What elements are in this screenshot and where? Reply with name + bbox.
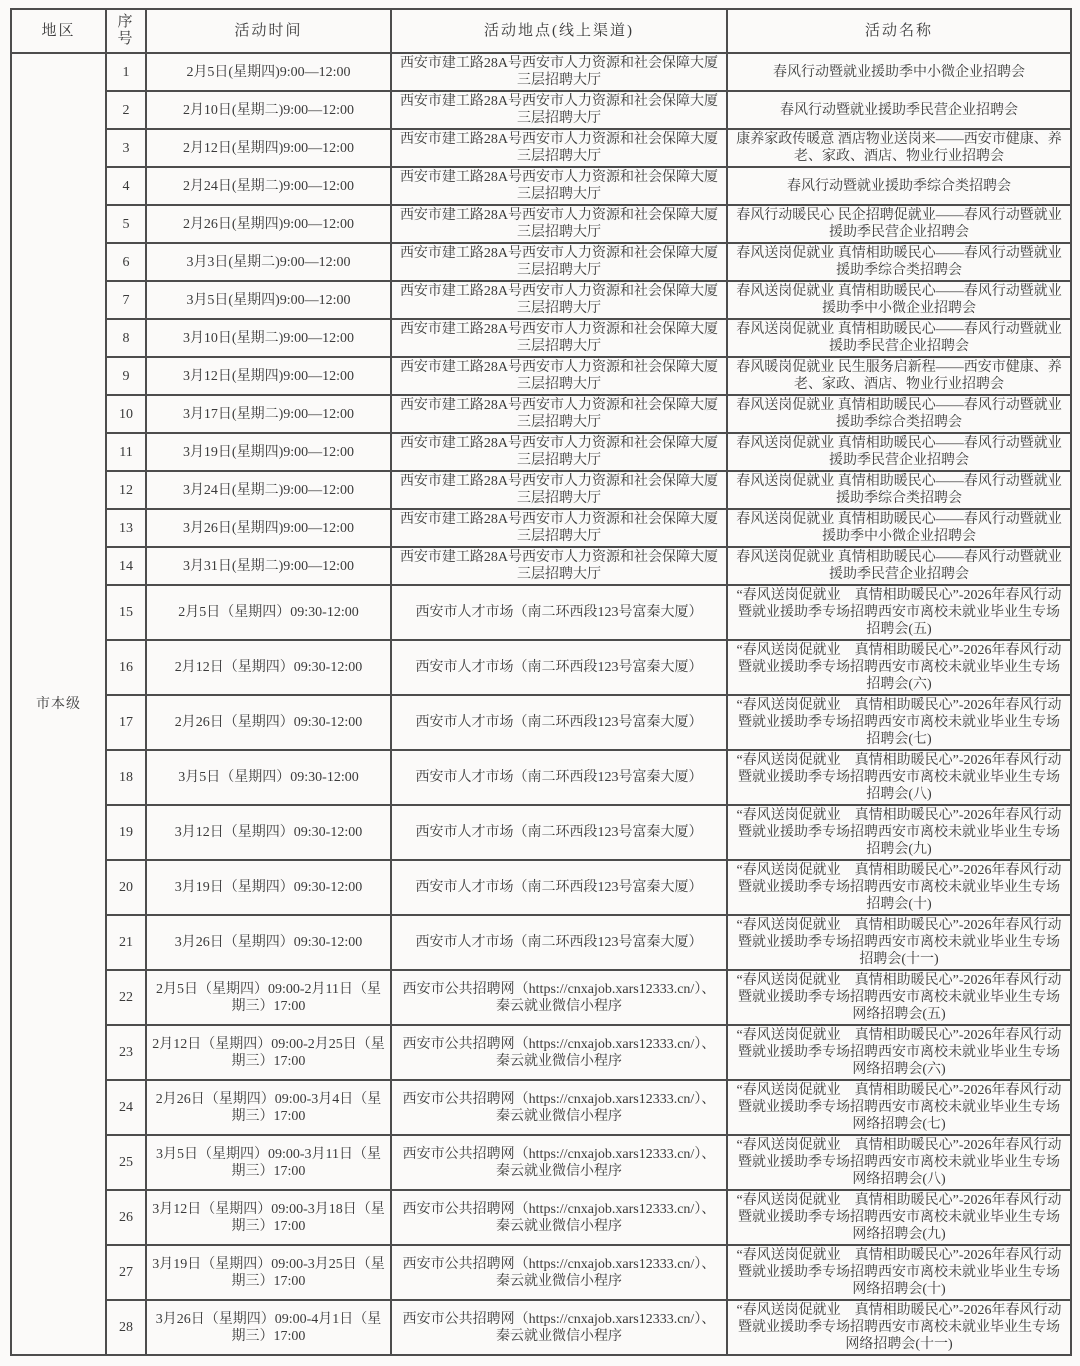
name-cell: “春风送岗促就业 真情相助暖民心”-2026年春风行动暨就业援助季专场招聘西安市离校未就业毕业生专场网络招聘会(八) <box>727 1135 1071 1190</box>
time-cell: 3月26日（星期四）09:00-4月1日（星期三）17:00 <box>146 1300 391 1355</box>
row-number-cell: 9 <box>106 357 146 395</box>
time-cell: 3月12日（星期四）09:00-3月18日（星期三）17:00 <box>146 1190 391 1245</box>
name-cell: “春风送岗促就业 真情相助暖民心”-2026年春风行动暨就业援助季专场招聘西安市离校未就业毕业生专场网络招聘会(十一) <box>727 1300 1071 1355</box>
header-region: 地区 <box>11 9 106 53</box>
time-cell: 3月12日(星期四)9:00—12:00 <box>146 357 391 395</box>
time-cell: 2月5日(星期四)9:00—12:00 <box>146 53 391 91</box>
time-cell: 3月26日（星期四）09:30-12:00 <box>146 915 391 970</box>
time-cell: 2月12日(星期四)9:00—12:00 <box>146 129 391 167</box>
name-cell: 康养家政传暖意 酒店物业送岗来——西安市健康、养老、家政、酒店、物业行业招聘会 <box>727 129 1071 167</box>
header-time: 活动时间 <box>146 9 391 53</box>
header-location: 活动地点(线上渠道) <box>391 9 727 53</box>
table-row <box>11 695 1071 750</box>
row-number-cell: 22 <box>106 970 146 1025</box>
table-row <box>11 860 1071 915</box>
row-number-cell: 18 <box>106 750 146 805</box>
name-cell: “春风送岗促就业 真情相助暖民心”-2026年春风行动暨就业援助季专场招聘西安市离校未就业毕业生专场招聘会(十一) <box>727 915 1071 970</box>
location-cell: 西安市人才市场（南二环西段123号富秦大厦） <box>391 695 727 750</box>
time-cell: 3月24日(星期二)9:00—12:00 <box>146 471 391 509</box>
location-cell: 西安市公共招聘网（https://cnxajob.xars12333.cn/）、秦云就业微信小程序 <box>391 1190 727 1245</box>
table-row <box>11 281 1071 319</box>
name-cell: “春风送岗促就业 真情相助暖民心”-2026年春风行动暨就业援助季专场招聘西安市离校未就业毕业生专场招聘会(五) <box>727 585 1071 640</box>
table-row <box>11 547 1071 585</box>
row-number-cell: 23 <box>106 1025 146 1080</box>
row-number-cell: 3 <box>106 129 146 167</box>
name-cell: 春风送岗促就业 真情相助暖民心——春风行动暨就业援助季民营企业招聘会 <box>727 319 1071 357</box>
location-cell: 西安市建工路28A号西安市人力资源和社会保障大厦三层招聘大厅 <box>391 243 727 281</box>
location-cell: 西安市建工路28A号西安市人力资源和社会保障大厦三层招聘大厅 <box>391 167 727 205</box>
row-number-cell: 13 <box>106 509 146 547</box>
name-cell: 春风送岗促就业 真情相助暖民心——春风行动暨就业援助季中小微企业招聘会 <box>727 281 1071 319</box>
time-cell: 3月5日(星期四)9:00—12:00 <box>146 281 391 319</box>
table-row <box>11 1025 1071 1080</box>
row-number-cell: 1 <box>106 53 146 91</box>
name-cell: 春风行动暨就业援助季中小微企业招聘会 <box>727 53 1071 91</box>
region-cell: 市本级 <box>11 53 106 1355</box>
time-cell: 3月10日(星期二)9:00—12:00 <box>146 319 391 357</box>
header-row <box>11 9 1071 53</box>
row-number-cell: 4 <box>106 167 146 205</box>
time-cell: 3月19日(星期四)9:00—12:00 <box>146 433 391 471</box>
name-cell: 春风送岗促就业 真情相助暖民心——春风行动暨就业援助季综合类招聘会 <box>727 471 1071 509</box>
name-cell: 春风行动暨就业援助季综合类招聘会 <box>727 167 1071 205</box>
row-number-cell: 11 <box>106 433 146 471</box>
time-cell: 3月17日(星期二)9:00—12:00 <box>146 395 391 433</box>
table-row <box>11 640 1071 695</box>
table-row <box>11 1245 1071 1300</box>
row-number-cell: 17 <box>106 695 146 750</box>
table-row <box>11 357 1071 395</box>
time-cell: 2月24日(星期二)9:00—12:00 <box>146 167 391 205</box>
row-number-cell: 5 <box>106 205 146 243</box>
location-cell: 西安市人才市场（南二环西段123号富秦大厦） <box>391 860 727 915</box>
location-cell: 西安市建工路28A号西安市人力资源和社会保障大厦三层招聘大厅 <box>391 129 727 167</box>
name-cell: 春风送岗促就业 真情相助暖民心——春风行动暨就业援助季民营企业招聘会 <box>727 547 1071 585</box>
location-cell: 西安市人才市场（南二环西段123号富秦大厦） <box>391 805 727 860</box>
header-number: 序号 <box>106 9 146 53</box>
row-number-cell: 10 <box>106 395 146 433</box>
name-cell: “春风送岗促就业 真情相助暖民心”-2026年春风行动暨就业援助季专场招聘西安市离校未就业毕业生专场招聘会(九) <box>727 805 1071 860</box>
name-cell: 春风行动暖民心 民企招聘促就业——春风行动暨就业援助季民营企业招聘会 <box>727 205 1071 243</box>
table-row <box>11 319 1071 357</box>
row-number-cell: 20 <box>106 860 146 915</box>
table-row <box>11 1300 1071 1355</box>
location-cell: 西安市公共招聘网（https://cnxajob.xars12333.cn/）、秦云就业微信小程序 <box>391 1135 727 1190</box>
time-cell: 3月31日(星期二)9:00—12:00 <box>146 547 391 585</box>
location-cell: 西安市建工路28A号西安市人力资源和社会保障大厦三层招聘大厅 <box>391 319 727 357</box>
table-row <box>11 395 1071 433</box>
header-name: 活动名称 <box>727 9 1071 53</box>
table-row <box>11 509 1071 547</box>
table-row <box>11 970 1071 1025</box>
time-cell: 2月5日（星期四）09:30-12:00 <box>146 585 391 640</box>
row-number-cell: 6 <box>106 243 146 281</box>
row-number-cell: 27 <box>106 1245 146 1300</box>
table-row <box>11 243 1071 281</box>
row-number-cell: 2 <box>106 91 146 129</box>
name-cell: “春风送岗促就业 真情相助暖民心”-2026年春风行动暨就业援助季专场招聘西安市离校未就业毕业生专场网络招聘会(十) <box>727 1245 1071 1300</box>
name-cell: “春风送岗促就业 真情相助暖民心”-2026年春风行动暨就业援助季专场招聘西安市离校未就业毕业生专场网络招聘会(五) <box>727 970 1071 1025</box>
table-row <box>11 433 1071 471</box>
row-number-cell: 21 <box>106 915 146 970</box>
location-cell: 西安市公共招聘网（https://cnxajob.xars12333.cn/）、秦云就业微信小程序 <box>391 1245 727 1300</box>
name-cell: “春风送岗促就业 真情相助暖民心”-2026年春风行动暨就业援助季专场招聘西安市离校未就业毕业生专场网络招聘会(六) <box>727 1025 1071 1080</box>
name-cell: “春风送岗促就业 真情相助暖民心”-2026年春风行动暨就业援助季专场招聘西安市离校未就业毕业生专场网络招聘会(七) <box>727 1080 1071 1135</box>
location-cell: 西安市建工路28A号西安市人力资源和社会保障大厦三层招聘大厅 <box>391 53 727 91</box>
location-cell: 西安市人才市场（南二环西段123号富秦大厦） <box>391 640 727 695</box>
time-cell: 3月12日（星期四）09:30-12:00 <box>146 805 391 860</box>
name-cell: 春风送岗促就业 真情相助暖民心——春风行动暨就业援助季民营企业招聘会 <box>727 433 1071 471</box>
row-number-cell: 15 <box>106 585 146 640</box>
time-cell: 3月19日（星期四）09:00-3月25日（星期三）17:00 <box>146 1245 391 1300</box>
time-cell: 2月26日（星期四）09:00-3月4日（星期三）17:00 <box>146 1080 391 1135</box>
name-cell: “春风送岗促就业 真情相助暖民心”-2026年春风行动暨就业援助季专场招聘西安市离校未就业毕业生专场招聘会(六) <box>727 640 1071 695</box>
location-cell: 西安市建工路28A号西安市人力资源和社会保障大厦三层招聘大厅 <box>391 433 727 471</box>
name-cell: “春风送岗促就业 真情相助暖民心”-2026年春风行动暨就业援助季专场招聘西安市离校未就业毕业生专场招聘会(十) <box>727 860 1071 915</box>
name-cell: “春风送岗促就业 真情相助暖民心”-2026年春风行动暨就业援助季专场招聘西安市离校未就业毕业生专场网络招聘会(九) <box>727 1190 1071 1245</box>
name-cell: 春风送岗促就业 真情相助暖民心——春风行动暨就业援助季中小微企业招聘会 <box>727 509 1071 547</box>
row-number-cell: 7 <box>106 281 146 319</box>
time-cell: 2月12日（星期四）09:30-12:00 <box>146 640 391 695</box>
row-number-cell: 12 <box>106 471 146 509</box>
table-row <box>11 915 1071 970</box>
location-cell: 西安市公共招聘网（https://cnxajob.xars12333.cn/）、秦云就业微信小程序 <box>391 1080 727 1135</box>
location-cell: 西安市人才市场（南二环西段123号富秦大厦） <box>391 915 727 970</box>
location-cell: 西安市公共招聘网（https://cnxajob.xars12333.cn/）、秦云就业微信小程序 <box>391 970 727 1025</box>
time-cell: 2月12日（星期四）09:00-2月25日（星期三）17:00 <box>146 1025 391 1080</box>
time-cell: 3月26日(星期四)9:00—12:00 <box>146 509 391 547</box>
row-number-cell: 16 <box>106 640 146 695</box>
table-row <box>11 1190 1071 1245</box>
location-cell: 西安市建工路28A号西安市人力资源和社会保障大厦三层招聘大厅 <box>391 357 727 395</box>
time-cell: 3月5日（星期四）09:00-3月11日（星期三）17:00 <box>146 1135 391 1190</box>
location-cell: 西安市人才市场（南二环西段123号富秦大厦） <box>391 585 727 640</box>
row-number-cell: 24 <box>106 1080 146 1135</box>
table-row <box>11 129 1071 167</box>
name-cell: “春风送岗促就业 真情相助暖民心”-2026年春风行动暨就业援助季专场招聘西安市离校未就业毕业生专场招聘会(七) <box>727 695 1071 750</box>
row-number-cell: 28 <box>106 1300 146 1355</box>
table-row <box>11 1135 1071 1190</box>
location-cell: 西安市建工路28A号西安市人力资源和社会保障大厦三层招聘大厅 <box>391 547 727 585</box>
name-cell: 春风行动暨就业援助季民营企业招聘会 <box>727 91 1071 129</box>
table-row <box>11 167 1071 205</box>
time-cell: 2月26日（星期四）09:30-12:00 <box>146 695 391 750</box>
location-cell: 西安市建工路28A号西安市人力资源和社会保障大厦三层招聘大厅 <box>391 395 727 433</box>
time-cell: 3月19日（星期四）09:30-12:00 <box>146 860 391 915</box>
table-row <box>11 750 1071 805</box>
name-cell: “春风送岗促就业 真情相助暖民心”-2026年春风行动暨就业援助季专场招聘西安市离校未就业毕业生专场招聘会(八) <box>727 750 1071 805</box>
location-cell: 西安市公共招聘网（https://cnxajob.xars12333.cn/）、秦云就业微信小程序 <box>391 1300 727 1355</box>
table-row <box>11 91 1071 129</box>
location-cell: 西安市公共招聘网（https://cnxajob.xars12333.cn/）、秦云就业微信小程序 <box>391 1025 727 1080</box>
row-number-cell: 14 <box>106 547 146 585</box>
row-number-cell: 19 <box>106 805 146 860</box>
location-cell: 西安市建工路28A号西安市人力资源和社会保障大厦三层招聘大厅 <box>391 471 727 509</box>
row-number-cell: 26 <box>106 1190 146 1245</box>
table-row <box>11 471 1071 509</box>
time-cell: 2月5日（星期四）09:00-2月11日（星期三）17:00 <box>146 970 391 1025</box>
name-cell: 春风暖岗促就业 民生服务启新程——西安市健康、养老、家政、酒店、物业行业招聘会 <box>727 357 1071 395</box>
location-cell: 西安市建工路28A号西安市人力资源和社会保障大厦三层招聘大厅 <box>391 205 727 243</box>
time-cell: 2月26日(星期四)9:00—12:00 <box>146 205 391 243</box>
location-cell: 西安市建工路28A号西安市人力资源和社会保障大厦三层招聘大厅 <box>391 509 727 547</box>
table-row <box>11 205 1071 243</box>
table-row <box>11 585 1071 640</box>
time-cell: 3月3日(星期二)9:00—12:00 <box>146 243 391 281</box>
location-cell: 西安市建工路28A号西安市人力资源和社会保障大厦三层招聘大厅 <box>391 281 727 319</box>
row-number-cell: 8 <box>106 319 146 357</box>
location-cell: 西安市建工路28A号西安市人力资源和社会保障大厦三层招聘大厅 <box>391 91 727 129</box>
table-row <box>11 53 1071 91</box>
table-row <box>11 1080 1071 1135</box>
row-number-cell: 25 <box>106 1135 146 1190</box>
events-table <box>10 8 1072 1356</box>
name-cell: 春风送岗促就业 真情相助暖民心——春风行动暨就业援助季综合类招聘会 <box>727 395 1071 433</box>
name-cell: 春风送岗促就业 真情相助暖民心——春风行动暨就业援助季综合类招聘会 <box>727 243 1071 281</box>
table-row <box>11 805 1071 860</box>
location-cell: 西安市人才市场（南二环西段123号富秦大厦） <box>391 750 727 805</box>
time-cell: 3月5日（星期四）09:30-12:00 <box>146 750 391 805</box>
time-cell: 2月10日(星期二)9:00—12:00 <box>146 91 391 129</box>
